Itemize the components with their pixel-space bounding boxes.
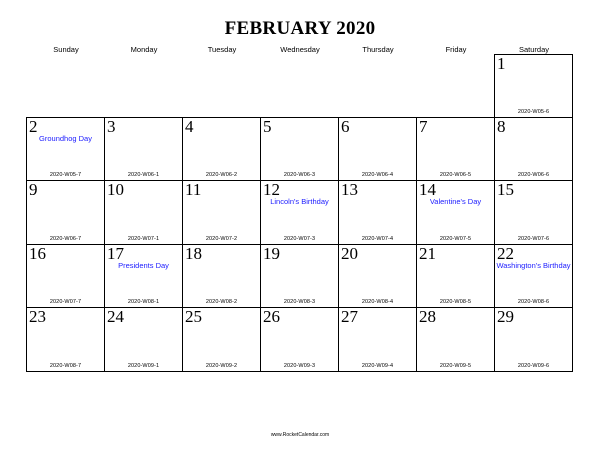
day-cell[interactable] <box>26 244 105 309</box>
day-number: 17 <box>107 243 124 263</box>
day-cell[interactable] <box>338 244 417 309</box>
iso-week-label: 2020-W09-3 <box>283 362 316 369</box>
day-number: 11 <box>185 180 202 200</box>
day-cell[interactable] <box>104 117 183 182</box>
day-number: 25 <box>185 307 202 327</box>
day-cell[interactable] <box>104 180 183 245</box>
day-number: 21 <box>419 243 436 263</box>
iso-week-label: 2020-W06-7 <box>49 235 82 242</box>
iso-week-label: 2020-W08-4 <box>361 299 394 306</box>
day-number: 15 <box>497 180 514 200</box>
footer-url: www.RocketCalendar.com <box>270 432 330 438</box>
day-cell[interactable] <box>182 180 261 245</box>
day-number: 12 <box>263 180 280 200</box>
weekday-sunday: Sunday <box>53 45 79 54</box>
empty-cell <box>339 54 417 118</box>
day-number: 26 <box>263 307 280 327</box>
day-cell[interactable] <box>494 307 573 372</box>
day-cell[interactable] <box>26 117 105 182</box>
day-cell[interactable] <box>494 54 573 118</box>
day-cell[interactable] <box>416 180 495 245</box>
day-cell[interactable] <box>494 117 573 182</box>
iso-week-label: 2020-W09-6 <box>517 362 550 369</box>
day-cell[interactable] <box>182 117 261 182</box>
day-cell[interactable] <box>338 180 417 245</box>
day-number: 29 <box>497 307 514 327</box>
iso-week-label: 2020-W07-7 <box>49 299 82 306</box>
day-number: 9 <box>29 180 38 200</box>
iso-week-label: 2020-W07-2 <box>205 235 238 242</box>
day-number: 23 <box>29 307 46 327</box>
day-number: 8 <box>497 116 506 136</box>
day-cell[interactable] <box>260 180 339 245</box>
iso-week-label: 2020-W08-5 <box>439 299 472 306</box>
iso-week-label: 2020-W08-2 <box>205 299 238 306</box>
day-cell[interactable] <box>494 180 573 245</box>
iso-week-label: 2020-W09-4 <box>361 362 394 369</box>
day-cell[interactable] <box>26 180 105 245</box>
empty-cell <box>105 54 183 118</box>
day-number: 1 <box>497 54 506 73</box>
day-number: 4 <box>185 116 194 136</box>
day-number: 13 <box>341 180 358 200</box>
day-number: 20 <box>341 243 358 263</box>
empty-cell <box>417 54 495 118</box>
iso-week-label: 2020-W06-1 <box>127 172 160 179</box>
day-cell[interactable] <box>416 244 495 309</box>
day-cell[interactable] <box>104 244 183 309</box>
iso-week-label: 2020-W05-6 <box>517 108 550 115</box>
holiday-label: Valentine's Day <box>429 197 482 207</box>
iso-week-label: 2020-W08-6 <box>517 299 550 306</box>
weekday-saturday: Saturday <box>518 45 550 54</box>
iso-week-label: 2020-W07-6 <box>517 235 550 242</box>
day-number: 7 <box>419 116 428 136</box>
day-cell[interactable] <box>416 307 495 372</box>
iso-week-label: 2020-W08-7 <box>49 362 82 369</box>
day-number: 6 <box>341 116 350 136</box>
day-cell[interactable] <box>104 307 183 372</box>
iso-week-label: 2020-W05-7 <box>49 172 82 179</box>
day-number: 22 <box>497 243 514 263</box>
day-cell[interactable] <box>338 307 417 372</box>
iso-week-label: 2020-W08-1 <box>127 299 160 306</box>
day-number: 3 <box>107 116 116 136</box>
empty-cell <box>183 54 261 118</box>
calendar-grid <box>27 54 573 372</box>
iso-week-label: 2020-W09-5 <box>439 362 472 369</box>
day-cell[interactable] <box>182 244 261 309</box>
weekday-wednesday: Wednesday <box>280 45 320 54</box>
day-cell[interactable] <box>260 307 339 372</box>
calendar-title: FEBRUARY 2020 <box>224 18 376 39</box>
iso-week-label: 2020-W09-2 <box>205 362 238 369</box>
iso-week-label: 2020-W07-4 <box>361 235 394 242</box>
empty-cell <box>261 54 339 118</box>
day-cell[interactable] <box>416 117 495 182</box>
day-cell[interactable] <box>260 244 339 309</box>
empty-cell <box>27 54 105 118</box>
iso-week-label: 2020-W06-6 <box>517 172 550 179</box>
iso-week-label: 2020-W07-5 <box>439 235 472 242</box>
weekday-thursday: Thursday <box>362 45 394 54</box>
day-number: 10 <box>107 180 124 200</box>
iso-week-label: 2020-W06-5 <box>439 172 472 179</box>
iso-week-label: 2020-W09-1 <box>127 362 160 369</box>
day-number: 14 <box>419 180 436 200</box>
day-cell[interactable] <box>26 307 105 372</box>
day-number: 28 <box>419 307 436 327</box>
weekday-monday: Monday <box>130 45 158 54</box>
iso-week-label: 2020-W06-2 <box>205 172 238 179</box>
holiday-label: Presidents Day <box>118 260 169 270</box>
day-cell[interactable] <box>494 244 573 309</box>
iso-week-label: 2020-W08-3 <box>283 299 316 306</box>
iso-week-label: 2020-W06-4 <box>361 172 394 179</box>
day-number: 16 <box>29 243 46 263</box>
day-number: 5 <box>263 116 272 136</box>
iso-week-label: 2020-W07-3 <box>283 235 316 242</box>
day-cell[interactable] <box>260 117 339 182</box>
iso-week-label: 2020-W06-3 <box>283 172 316 179</box>
iso-week-label: 2020-W07-1 <box>127 235 160 242</box>
day-number: 19 <box>263 243 280 263</box>
holiday-label: Groundhog Day <box>39 133 92 143</box>
day-number: 27 <box>341 307 358 327</box>
day-number: 24 <box>107 307 124 327</box>
holiday-label: Washington's Birthday <box>496 260 571 270</box>
day-number: 18 <box>185 243 202 263</box>
day-cell[interactable] <box>338 117 417 182</box>
holiday-label: Lincoln's Birthday <box>270 197 329 207</box>
day-number: 2 <box>29 116 38 136</box>
weekday-friday: Friday <box>445 45 467 54</box>
weekday-tuesday: Tuesday <box>207 45 237 54</box>
day-cell[interactable] <box>182 307 261 372</box>
